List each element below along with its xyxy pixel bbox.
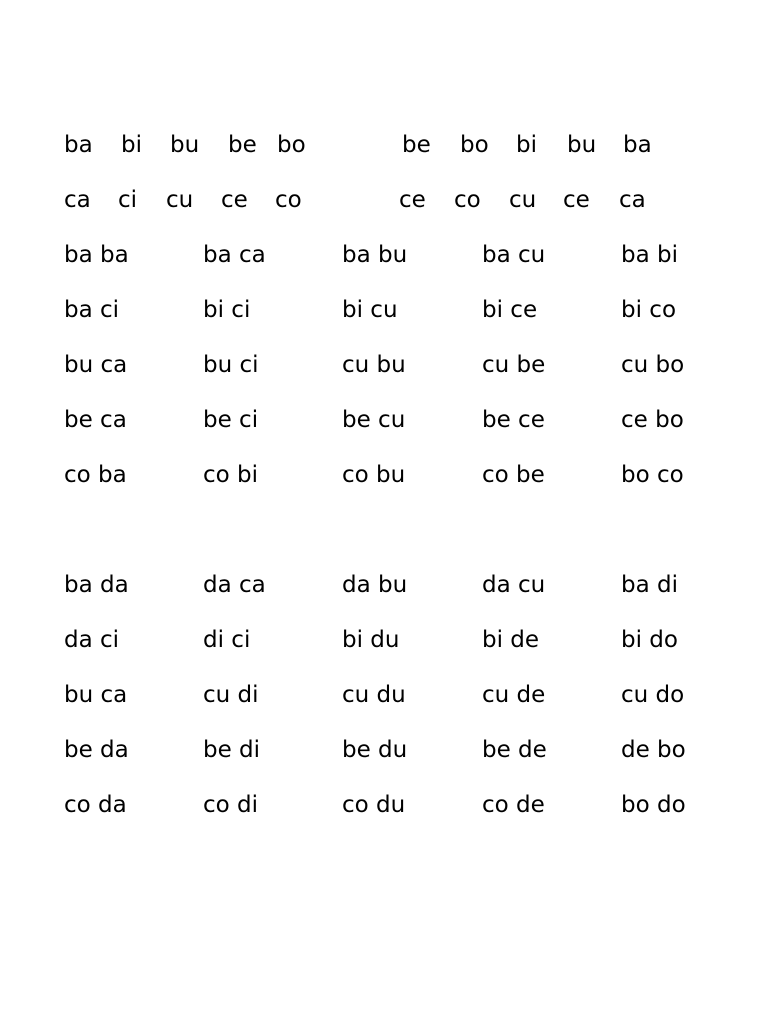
syllable: bo <box>277 132 306 158</box>
grid-row <box>64 295 724 350</box>
syllable-pair: cu do <box>621 682 685 708</box>
syllable-pair: bi ce <box>482 297 538 323</box>
syllable: ce <box>221 187 248 213</box>
syllable-pair: be de <box>482 737 547 763</box>
syllable-pair: cu de <box>482 682 546 708</box>
syllable-pair: da ca <box>203 572 266 598</box>
syllable: be <box>402 132 431 158</box>
syllable-pair: cu du <box>342 682 406 708</box>
syllable-pair: be du <box>342 737 408 763</box>
syllable-pair: di ci <box>203 627 251 653</box>
syllable-row-b <box>0 130 768 160</box>
syllable-pair: be cu <box>342 407 406 433</box>
syllable-pair: ba cu <box>482 242 546 268</box>
syllable-pair: be ce <box>482 407 545 433</box>
syllable: be <box>228 132 257 158</box>
syllable: ca <box>64 187 91 213</box>
syllable: ce <box>399 187 426 213</box>
syllable: ci <box>118 187 138 213</box>
syllable: ca <box>619 187 646 213</box>
syllable: cu <box>166 187 194 213</box>
grid-row <box>64 625 724 680</box>
syllable-pair: co be <box>482 462 545 488</box>
syllable-pair: be da <box>64 737 129 763</box>
syllable-pair: ce bo <box>621 407 684 433</box>
syllable-pair: bo co <box>621 462 684 488</box>
syllable-pair: bu ca <box>64 682 128 708</box>
syllable-pair: bi ci <box>203 297 251 323</box>
syllable-pair: co de <box>482 792 545 818</box>
syllable: ba <box>64 132 93 158</box>
syllable-pair: bi du <box>342 627 400 653</box>
syllable: bu <box>170 132 200 158</box>
syllable: co <box>275 187 302 213</box>
syllable-pair: ba da <box>64 572 129 598</box>
grid-row <box>64 240 724 295</box>
syllable-pair: cu di <box>203 682 259 708</box>
syllable-pair: bi de <box>482 627 540 653</box>
grid-row <box>64 735 724 790</box>
syllable: ce <box>563 187 590 213</box>
syllable-pair: da ci <box>64 627 120 653</box>
syllable-pair: co bi <box>203 462 259 488</box>
syllable: cu <box>509 187 537 213</box>
syllable-row-c <box>0 185 768 215</box>
syllable-pair: da bu <box>342 572 408 598</box>
syllable-pair: bu ci <box>203 352 259 378</box>
syllable-pair: ba ca <box>203 242 266 268</box>
pair-grid-bc <box>64 240 724 515</box>
syllable-pair: de bo <box>621 737 686 763</box>
syllable-pair: bi co <box>621 297 677 323</box>
grid-row <box>64 405 724 460</box>
syllable-pair: ba di <box>621 572 678 598</box>
syllable-pair: co bu <box>342 462 406 488</box>
syllable-pair: cu be <box>482 352 546 378</box>
syllable: bi <box>516 132 537 158</box>
syllable-pair: co da <box>64 792 127 818</box>
syllable-pair: co ba <box>64 462 127 488</box>
syllable-pair: bu ca <box>64 352 128 378</box>
grid-row <box>64 680 724 735</box>
syllable: co <box>454 187 481 213</box>
grid-row <box>64 790 724 845</box>
syllable-pair: co di <box>203 792 259 818</box>
syllable: bi <box>121 132 142 158</box>
syllable-pair: da cu <box>482 572 546 598</box>
syllable-pair: co du <box>342 792 406 818</box>
syllable: bu <box>567 132 597 158</box>
pair-grid-d <box>64 570 724 845</box>
syllable: bo <box>460 132 489 158</box>
syllable-pair: be ca <box>64 407 127 433</box>
syllable-pair: ba ba <box>64 242 129 268</box>
syllable-pair: bi do <box>621 627 678 653</box>
syllable-pair: ba bi <box>621 242 678 268</box>
syllable-pair: be di <box>203 737 261 763</box>
grid-row <box>64 570 724 625</box>
syllable-pair: ba ci <box>64 297 120 323</box>
syllable-pair: bi cu <box>342 297 398 323</box>
syllable-pair: ba bu <box>342 242 408 268</box>
syllable-pair: cu bo <box>621 352 685 378</box>
grid-row <box>64 460 724 515</box>
syllable-pair: cu bu <box>342 352 406 378</box>
syllable: ba <box>623 132 652 158</box>
syllable-pair: be ci <box>203 407 259 433</box>
syllable-pair: bo do <box>621 792 686 818</box>
grid-row <box>64 350 724 405</box>
